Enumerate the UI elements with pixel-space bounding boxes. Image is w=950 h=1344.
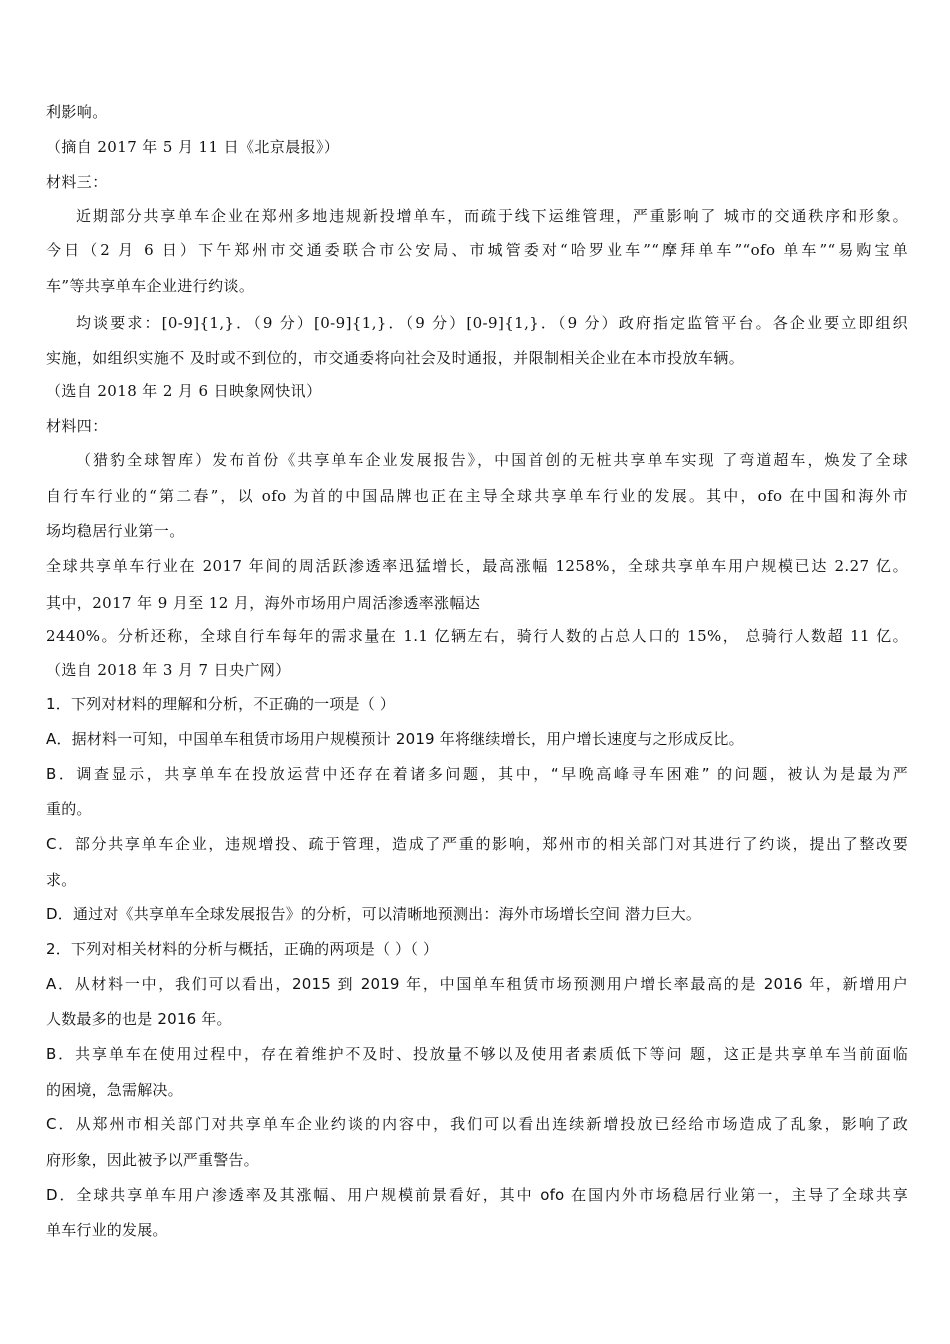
option-line: B．共享单车在使用过程中，存在着维护不及时、投放量不够以及使用者素质低下等问 题，这正是共享单车当前面临 (46, 1045, 908, 1063)
option-line: A．据材料一可知，中国单车租赁市场用户规模预计 2019 年将继续增长，用户增长速度与之形成反比。 (46, 730, 744, 748)
option-line: A．从材料一中，我们可以看出，2015 到 2019 年，中国单车租赁市场预测用户增长率最高的是 2016 年，新增用户 (46, 975, 908, 993)
option-line: 求。 (46, 871, 77, 889)
section-heading: 材料四： (46, 417, 108, 435)
text-line: 全球共享单车行业在 2017 年间的周活跃渗透率迅猛增长，最高涨幅 1258%，全球共享单车用户规模已达 2.27 亿。 (46, 557, 908, 575)
option-line: 重的。 (46, 800, 92, 818)
question-1: 1．下列对材料的理解和分析，不正确的一项是（ ） (46, 695, 396, 713)
section-heading: 材料三： (46, 173, 108, 191)
question-2: 2．下列对相关材料的分析与概括，正确的两项是（ ）（ ） (46, 940, 439, 958)
option-line: 府形象，因此被予以严重警告。 (46, 1151, 259, 1169)
source-citation: （选自 2018 年 2 月 6 日映象网快讯） (46, 382, 322, 400)
text-line: （猎豹全球智库）发布首份《共享单车企业发展报告》，中国首创的无桩共享单车实现 了弯道超车，焕发了全球 (76, 451, 908, 469)
option-line: D．通过对《共享单车全球发展报告》的分析，可以清晰地预测出：海外市场增长空间 潜力巨大。 (46, 905, 702, 923)
text-line: 2440%。分析还称，全球自行车每年的需求量在 1.1 亿辆左右，骑行人数的占总人口的 15%， 总骑行人数超 11 亿。 (46, 627, 908, 645)
option-line: 单车行业的发展。 (46, 1221, 168, 1239)
text-line: 实施，如组织实施不 及时或不到位的，市交通委将向社会及时通报，并限制相关企业在本市投放车辆。 (46, 349, 745, 367)
text-line: 均谈要求：[0-9]{1,}．（9 分）[0-9]{1,}．（9 分）[0-9]{1,}．（9 分）政府指定监管平台。各企业要立即组织 (76, 314, 908, 332)
text-line: 场均稳居行业第一。 (46, 522, 185, 540)
text-line: 今日（2 月 6 日）下午郑州市交通委联合市公安局、市城管委对“哈罗业车”“摩拜单车”“ofo 单车”“易购宝单 (46, 241, 908, 259)
option-line: 人数最多的也是 2016 年。 (46, 1010, 232, 1028)
source-citation: （摘自 2017 年 5 月 11 日《北京晨报》） (46, 138, 340, 156)
option-line: C．从郑州市相关部门对共享单车企业约谈的内容中，我们可以看出连续新增投放已经给市场造成了乱象，影响了政 (46, 1115, 908, 1133)
text-line: 车”等共享单车企业进行约谈。 (46, 277, 255, 295)
text-line: 自行车行业的“第二春”，以 ofo 为首的中国品牌也正在主导全球共享单车行业的发展。其中，ofo 在中国和海外市 (46, 487, 908, 505)
option-line: D．全球共享单车用户渗透率及其涨幅、用户规模前景看好，其中 ofo 在国内外市场稳居行业第一，主导了全球共享 (46, 1186, 908, 1204)
option-line: C．部分共享单车企业，违规增投、疏于管理，造成了严重的影响，郑州市的相关部门对其进行了约谈，提出了整改要 (46, 835, 908, 853)
source-citation: （选自 2018 年 3 月 7 日央广网） (46, 661, 291, 679)
option-line: 的困境，急需解决。 (46, 1081, 183, 1099)
text-line: 其中，2017 年 9 月至 12 月，海外市场用户周活渗透率涨幅达 (46, 594, 481, 612)
text-line: 近期部分共享单车企业在郑州多地违规新投增单车，而疏于线下运维管理，严重影响了 城市的交通秩序和形象。 (76, 207, 908, 225)
option-line: B．调查显示，共享单车在投放运营中还存在着诸多问题，其中，“早晚高峰寻车困难” 的问题，被认为是最为严 (46, 765, 908, 783)
text-line: 利影响。 (46, 103, 108, 121)
